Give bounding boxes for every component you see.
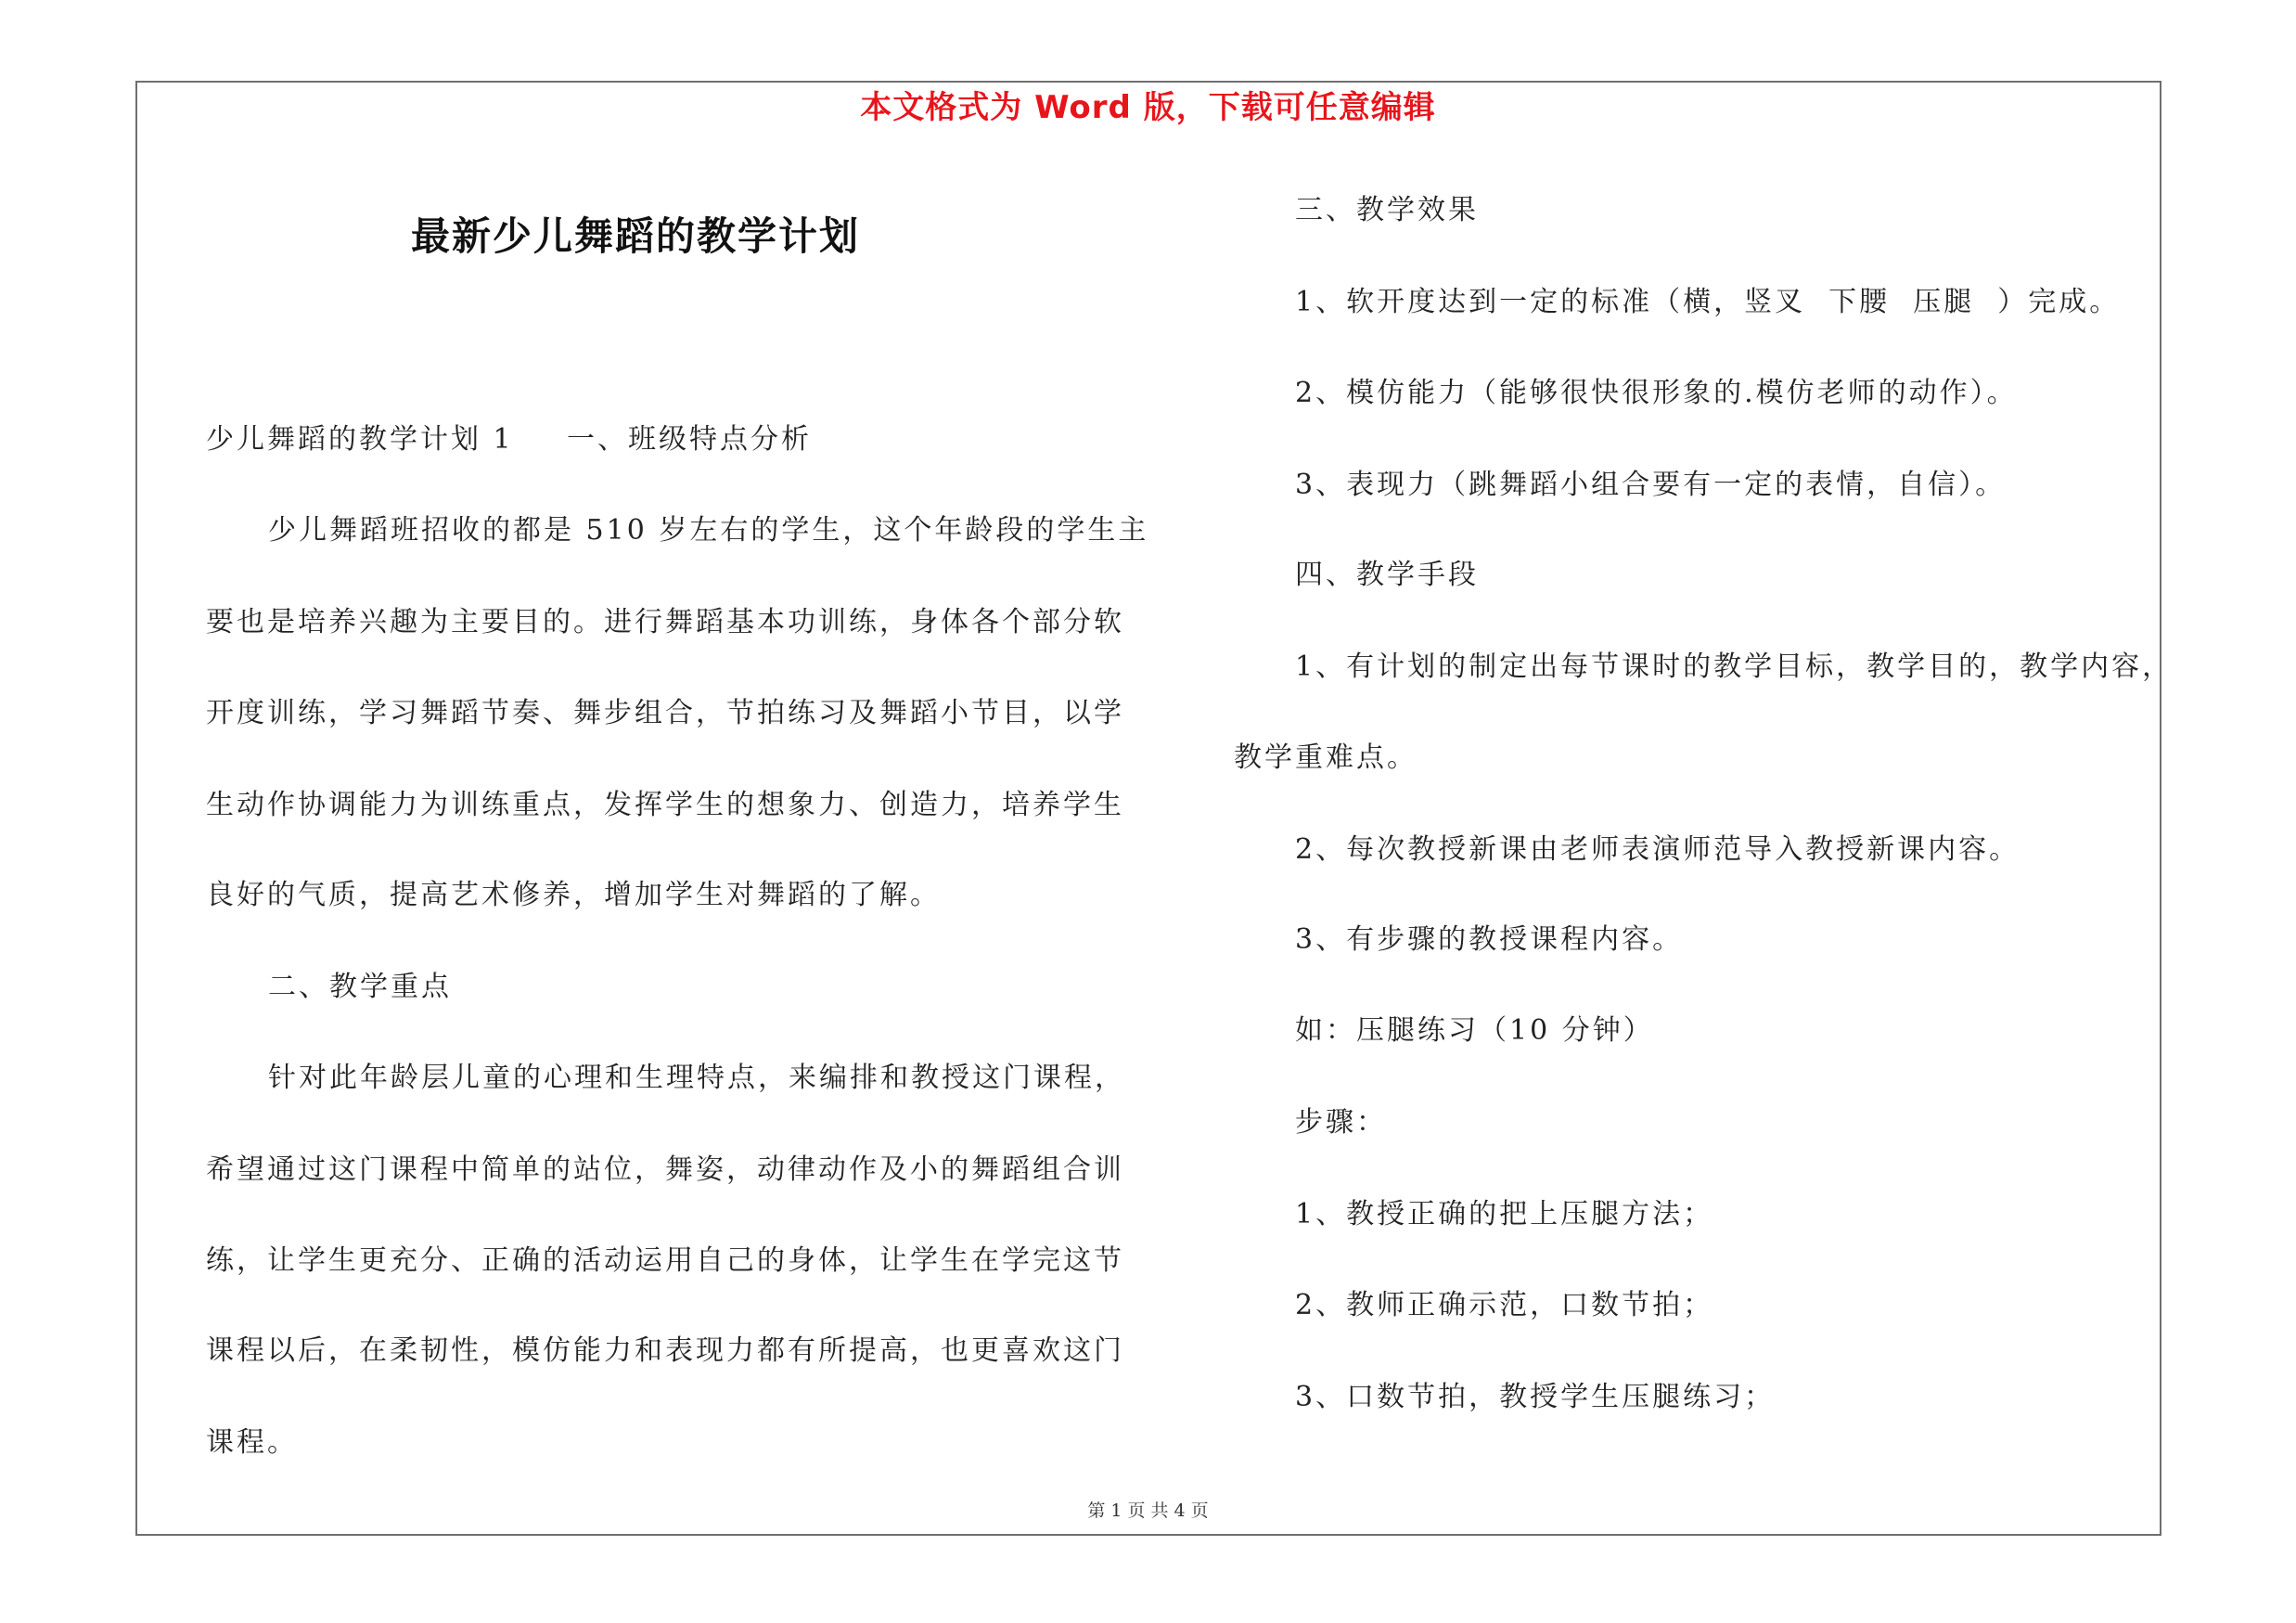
right-line: 3、口数节拍，教授学生压腿练习； bbox=[1295, 1381, 1776, 1413]
left-line: 开度训练，学习舞蹈节奏、舞步组合，节拍练习及舞蹈小节目，以学 bbox=[206, 697, 1124, 729]
right-line: 3、表现力（跳舞蹈小组合要有一定的表情，自信）。 bbox=[1295, 469, 2007, 501]
left-line: 希望通过这门课程中简单的站位，舞姿，动律动作及小的舞蹈组合训 bbox=[206, 1153, 1124, 1186]
right-line: 1、有计划的制定出每节课时的教学目标，教学目的，教学内容， bbox=[1295, 650, 2174, 683]
left-line: 少儿舞蹈班招收的都是 510 岁左右的学生，这个年龄段的学生主 bbox=[268, 514, 1149, 547]
right-line: 2、模仿能力（能够很快很形象的.模仿老师的动作）。 bbox=[1295, 377, 2018, 409]
document-title: 最新少儿舞蹈的教学计划 bbox=[410, 213, 860, 259]
right-line: 步骤： bbox=[1295, 1106, 1387, 1139]
plan-heading: 少儿舞蹈的教学计划 1 bbox=[206, 423, 514, 456]
section-heading-3: 三、教学效果 bbox=[1295, 194, 1479, 226]
right-line: 2、教师正确示范，口数节拍； bbox=[1295, 1289, 1714, 1321]
right-line: 1、软开度达到一定的标准（横，竖叉 下腰 压腿 ）完成。 bbox=[1295, 286, 2121, 318]
left-line: 要也是培养兴趣为主要目的。进行舞蹈基本功训练，身体各个部分软 bbox=[206, 606, 1124, 638]
left-line: 生动作协调能力为训练重点，发挥学生的想象力、创造力，培养学生 bbox=[206, 789, 1124, 821]
left-line: 良好的气质，提高艺术修养，增加学生对舞蹈的了解。 bbox=[206, 879, 941, 911]
right-line: 教学重难点。 bbox=[1234, 741, 1417, 774]
format-notice: 本文格式为 Word 版，下载可任意编辑 bbox=[860, 89, 1436, 126]
section-heading-2: 二、教学重点 bbox=[268, 971, 452, 1003]
section-heading-1: 一、班级特点分析 bbox=[567, 423, 812, 456]
left-line: 课程。 bbox=[206, 1426, 298, 1459]
left-line: 练，让学生更充分、正确的活动运用自己的身体，让学生在学完这节 bbox=[206, 1244, 1124, 1277]
page-number-footer: 第 1 页 共 4 页 bbox=[1087, 1501, 1209, 1521]
left-line: 针对此年龄层儿童的心理和生理特点，来编排和教授这门课程， bbox=[268, 1062, 1125, 1094]
right-line: 1、教授正确的把上压腿方法； bbox=[1295, 1198, 1714, 1230]
right-line: 如：压腿练习（10 分钟） bbox=[1295, 1014, 1654, 1047]
left-line: 课程以后，在柔韧性，模仿能力和表现力都有所提高，也更喜欢这门 bbox=[206, 1334, 1124, 1367]
section-heading-4: 四、教学手段 bbox=[1295, 559, 1479, 591]
right-line: 2、每次教授新课由老师表演师范导入教授新课内容。 bbox=[1295, 833, 2020, 866]
right-line: 3、有步骤的教授课程内容。 bbox=[1295, 923, 1684, 956]
